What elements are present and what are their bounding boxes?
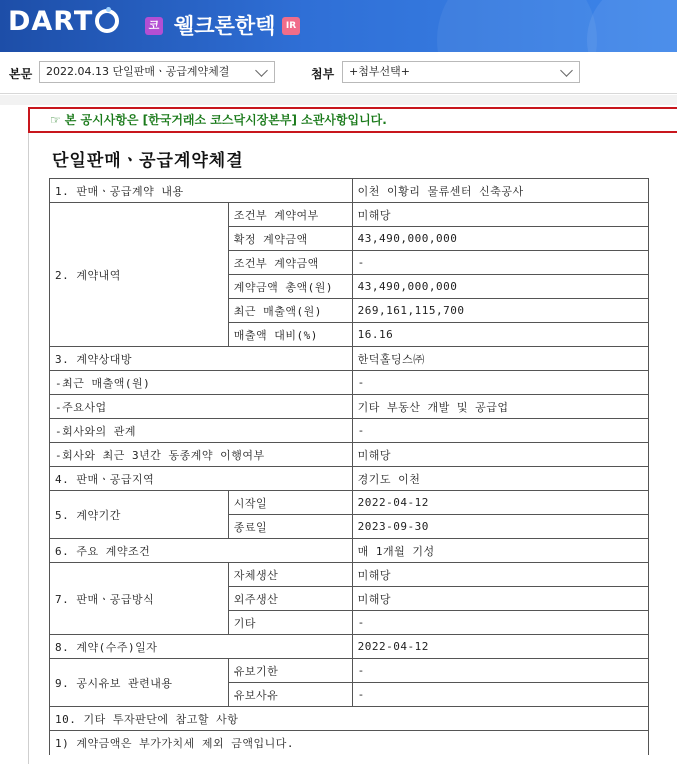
attach-label: 첨부 [311,67,335,81]
sub-label: 매출액 대비(%) [228,323,352,347]
notice-text: 본 공시사항은 [한국거래소 코스닥시장본부] 소관사항입니다. [64,113,387,127]
row-label: 10. 기타 투자판단에 참고할 사항 [50,707,649,731]
row-value: 2022-04-12 [352,635,648,659]
document-title: 단일판매ㆍ공급계약체결 [52,151,244,171]
jurisdiction-notice [28,107,677,133]
row-value: 미해당 [352,587,648,611]
main-document-select[interactable] [39,61,275,83]
table-row [50,635,649,659]
header-bar [0,0,677,52]
table-row [50,731,649,755]
sub-label: 유보사유 [228,683,352,707]
row-label: -회사와의 관계 [50,419,353,443]
row-value: 경기도 이천 [352,467,648,491]
row-value: 매 1개월 기성 [352,539,648,563]
row-value: 43,490,000,000 [352,227,648,251]
row-value: 269,161,115,700 [352,299,648,323]
attachment-select-value: +첨부선택+ [349,65,410,78]
sub-label: 유보기한 [228,659,352,683]
disclosure-table [49,178,649,755]
row-label: 9. 공시유보 관련내용 [50,659,229,707]
row-label: 8. 계약(수주)일자 [50,635,353,659]
chevron-down-icon [560,64,573,77]
table-row [50,707,649,731]
row-value: 2022-04-12 [352,491,648,515]
sub-label: 기타 [228,611,352,635]
sub-label: 조건부 계약금액 [228,251,352,275]
separator-band [0,95,677,105]
note-text: 1) 계약금액은 부가가치세 제외 금액입니다. [50,731,649,755]
row-value: - [352,419,648,443]
dart-logo[interactable]: DART [8,7,119,37]
row-value: 한덕홀딩스㈜ [352,347,648,371]
row-value: 미해당 [352,443,648,467]
sub-label: 계약금액 총액(원) [228,275,352,299]
row-value: - [352,251,648,275]
sub-label: 외주생산 [228,587,352,611]
row-label: 4. 판매ㆍ공급지역 [50,467,353,491]
attachment-select[interactable] [342,61,580,83]
pointing-hand-icon: ☞ [50,113,61,127]
ir-badge[interactable]: IR [282,17,300,35]
table-row [50,659,649,683]
row-value: - [352,659,648,683]
toolbar [0,52,677,94]
table-row [50,179,649,203]
row-value: 이천 이황리 물류센터 신축공사 [352,179,648,203]
logo-ring-icon [95,9,119,33]
header-decoration [437,0,597,52]
table-row [50,395,649,419]
row-label: 6. 주요 계약조건 [50,539,353,563]
row-value: - [352,683,648,707]
main-document-select-value: 2022.04.13 단일판매ㆍ공급계약체결 [46,65,230,78]
row-value: 16.16 [352,323,648,347]
company-name[interactable]: 웰크론한텍 [174,14,276,38]
row-value: 43,490,000,000 [352,275,648,299]
row-value: 미해당 [352,563,648,587]
header-decoration [587,0,677,52]
row-label: 3. 계약상대방 [50,347,353,371]
row-label: 7. 판매ㆍ공급방식 [50,563,229,635]
row-label: -주요사업 [50,395,353,419]
row-value: 2023-09-30 [352,515,648,539]
table-row [50,347,649,371]
table-row [50,539,649,563]
table-row [50,491,649,515]
sub-label: 최근 매출액(원) [228,299,352,323]
sub-label: 자체생산 [228,563,352,587]
table-row [50,467,649,491]
row-value: 기타 부동산 개발 및 공급업 [352,395,648,419]
row-label: 5. 계약기간 [50,491,229,539]
row-value: - [352,611,648,635]
main-label: 본문 [9,67,33,81]
document-left-border [28,133,29,764]
sub-label: 시작일 [228,491,352,515]
table-row [50,443,649,467]
table-row [50,563,649,587]
row-label: -최근 매출액(원) [50,371,353,395]
kosdaq-badge: 코 [145,17,163,35]
sub-label: 종료일 [228,515,352,539]
row-label: 1. 판매ㆍ공급계약 내용 [50,179,353,203]
sub-label: 조건부 계약여부 [228,203,352,227]
row-value: 미해당 [352,203,648,227]
sub-label: 확정 계약금액 [228,227,352,251]
chevron-down-icon [255,64,268,77]
row-value: - [352,371,648,395]
table-row [50,419,649,443]
table-row [50,203,649,227]
row-label: 2. 계약내역 [50,203,229,347]
table-row [50,371,649,395]
row-label: -회사와 최근 3년간 동종계약 이행여부 [50,443,353,467]
